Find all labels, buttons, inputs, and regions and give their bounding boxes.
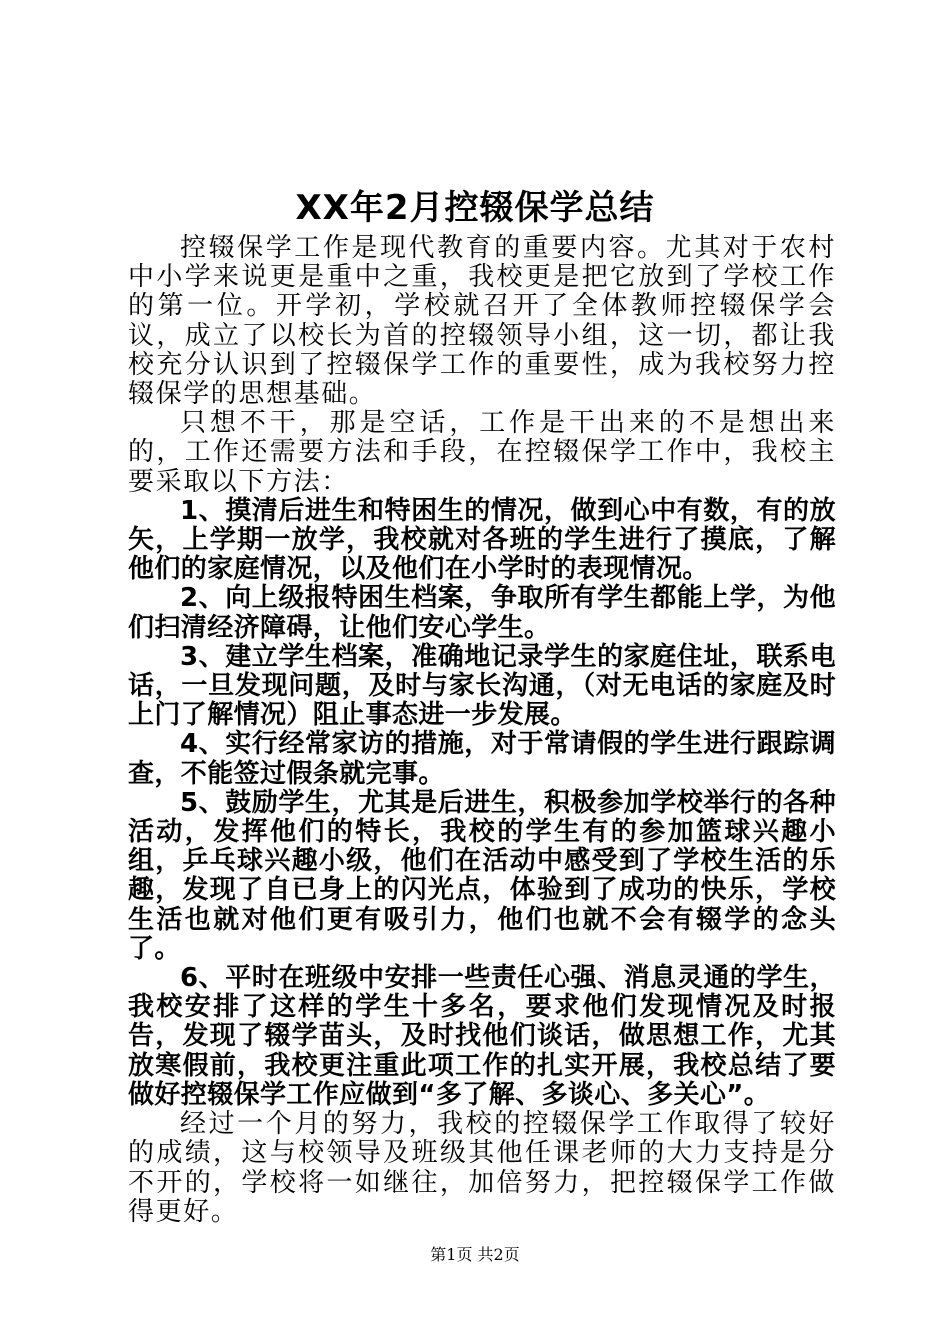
paragraph-intro: 控辍保学工作是现代教育的重要内容。尤其对于农村中小学来说更是重中之重，我校更是把它放到了学校工作的第一位。开学初，学校就召开了全体教师控辍保学会议，成立了以校长为首的控辍领导小组，这一切，都让我校充分认识到了控辍保学工作的重要性，成为我校努力控辍保学的思想基础。 — [128, 233, 836, 410]
paragraph-method-6: 6、平时在班级中安排一些责任心强、消息灵通的学生，我校安排了这样的学生十多名，要求他们发现情况及时报告，发现了辍学苗头，及时找他们谈话，做思想工作，尤其放寒假前，我校更注重此项工作的扎实开展，我校总结了要做好控辍保学工作应做到“多了解、多谈心、多关心”。 — [128, 963, 836, 1110]
paragraph-method-5: 5、鼓励学生，尤其是后进生，积极参加学校举行的各种活动，发挥他们的特长，我校的学生有的参加篮球兴趣小组，乒乓球兴趣小级，他们在活动中感受到了学校生活的乐趣，发现了自已身上的闪光点，体验到了成功的快乐，学校生活也就对他们更有吸引力，他们也就不会有辍学的念头了。 — [128, 787, 836, 964]
paragraph-method-1: 1、摸清后进生和特困生的情况，做到心中有数，有的放矢，上学期一放学，我校就对各班的学生进行了摸底，了解他们的家庭情况，以及他们在小学时的表现情况。 — [128, 495, 836, 585]
document-body — [128, 234, 836, 1227]
paragraph-method-2: 2、向上级报特困生档案，争取所有学生都能上学，为他们扫清经济障碍，让他们安心学生。 — [128, 583, 836, 643]
paragraph-methods-intro: 只想不干，那是空话，工作是干出来的不是想出来的，工作还需要方法和手段，在控辍保学工作中，我校主要采取以下方法： — [128, 408, 836, 497]
paragraph-method-4: 4、实行经常家访的措施，对于常请假的学生进行跟踪调查，不能签过假条就完事。 — [128, 729, 836, 789]
page-indicator: 第1页 共2页 — [430, 1245, 520, 1264]
document-title: XX年2月控辍保学总结 — [295, 188, 655, 228]
paragraph-conclusion: 经过一个月的努力，我校的控辍保学工作取得了较好的成绩，这与校领导及班级其他任课老师的大力支持是分不开的，学校将一如继往，加倍努力，把控辍保学工作做得更好。 — [128, 1109, 836, 1227]
paragraph-method-3: 3、建立学生档案，准确地记录学生的家庭住址，联系电话，一旦发现问题，及时与家长沟通，（对无电话的家庭及时上门了解情况）阻止事态进一步发展。 — [128, 641, 836, 731]
